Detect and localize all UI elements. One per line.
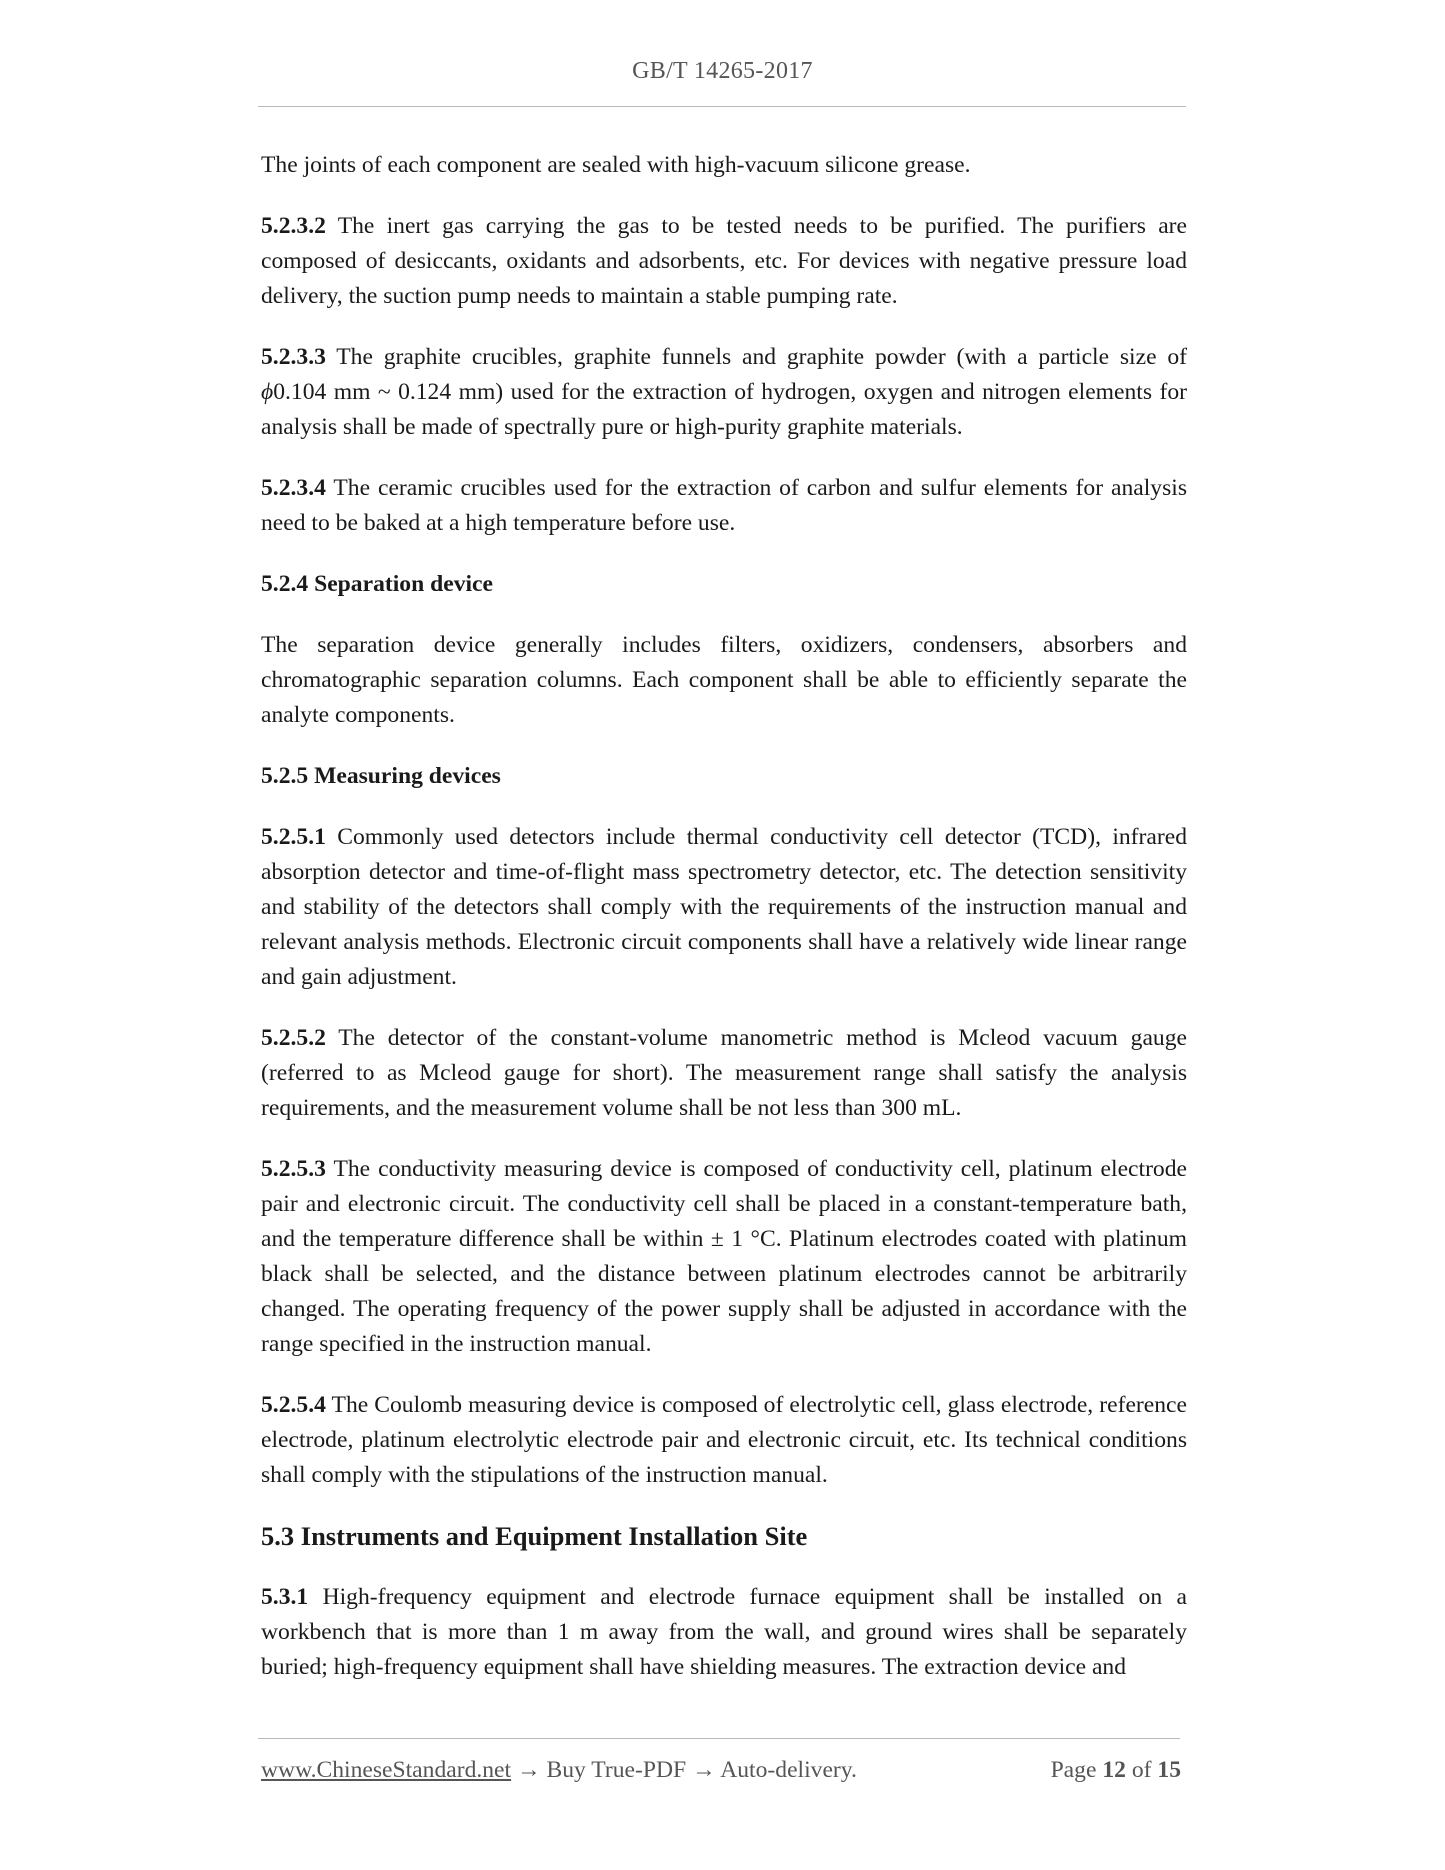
clause-number: 5.2.5.2	[261, 1025, 326, 1051]
page-header	[0, 58, 1445, 85]
document-code: GB/T 14265-2017	[632, 58, 813, 84]
heading-5-2-4: 5.2.4 Separation device	[261, 571, 493, 597]
website-link[interactable]: www.ChineseStandard.net	[261, 1757, 512, 1783]
clause-5-3-1	[261, 1580, 1187, 1685]
footer-tagline: → Buy True-PDF → Auto-delivery.	[511, 1757, 857, 1783]
page-total: 15	[1157, 1757, 1181, 1783]
clause-number: 5.3.1	[261, 1584, 309, 1610]
paragraph-text: The separation device generally includes filters, oxidizers, condensers, absorbers and chromatographic separation columns. Each component shall be able to efficiently separate the analyte components.	[261, 632, 1187, 728]
clause-5-2-3-2	[261, 209, 1187, 314]
heading-5-2-5: 5.2.5 Measuring devices	[261, 763, 501, 789]
page-number: 12	[1102, 1757, 1126, 1783]
heading-5-3: 5.3 Instruments and Equipment Installation Site	[261, 1521, 808, 1551]
clause-text: The ceramic crucibles used for the extraction of carbon and sulfur elements for analysis need to be baked at a high temperature before use.	[261, 475, 1187, 536]
footer-divider	[258, 1738, 1180, 1739]
clause-number: 5.2.5.3	[261, 1156, 326, 1182]
footer-left	[261, 1755, 857, 1785]
clause-text: High-frequency equipment and electrode furnace equipment shall be installed on a workbench that is more than 1 m away from the wall, and ground wires shall be separately buried; high-frequency equipment shall have shielding measures. The extraction device and	[261, 1584, 1187, 1680]
clause-text: Commonly used detectors include thermal conductivity cell detector (TCD), infrared absorption detector and time-of-flight mass spectrometry detector, etc. The detection sensitivity and stability of the detectors shall comply with the requirements of the instruction manual and relevant analysis methods. Electronic circuit components shall have a relatively wide linear range and gain adjustment.	[261, 824, 1187, 990]
intro-paragraph	[261, 148, 1187, 183]
clause-text: The conductivity measuring device is composed of conductivity cell, platinum electrode pair and electronic circuit. The conductivity cell shall be placed in a constant-temperature bath, and the temperature difference shall be within ± 1 °C. Platinum electrodes coated with platinum black shall be selected, and the distance between platinum electrodes cannot be arbitrarily changed. The operating frequency of the power supply shall be adjusted in accordance with the range specified in the instruction manual.	[261, 1156, 1187, 1357]
phi-symbol: ϕ	[261, 379, 274, 405]
header-divider	[258, 106, 1186, 107]
clause-5-2-5-2	[261, 1021, 1187, 1126]
clause-number: 5.2.3.4	[261, 475, 326, 501]
clause-5-2-5-1	[261, 820, 1187, 995]
clause-text: The graphite crucibles, graphite funnels and graphite powder (with a particle size of	[325, 344, 1187, 370]
page-body	[261, 148, 1187, 1711]
clause-5-2-3-3	[261, 340, 1187, 445]
clause-number: 5.2.5.4	[261, 1392, 326, 1418]
page-word: Page	[1050, 1757, 1097, 1783]
clause-text-cont: 0.104 mm ~ 0.124 mm) used for the extraction of hydrogen, oxygen and nitrogen elements for analysis shall be made of spectrally pure or high-purity graphite materials.	[261, 379, 1187, 440]
clause-text: The Coulomb measuring device is composed of electrolytic cell, glass electrode, reference electrode, platinum electrolytic electrode pair and electronic circuit, etc. Its technical conditions shall comply with the stipulations of the instruction manual.	[261, 1392, 1187, 1488]
clause-number: 5.2.5.1	[261, 824, 326, 850]
clause-text: The detector of the constant-volume manometric method is Mcleod vacuum gauge (referred to as Mcleod gauge for short). The measurement range shall satisfy the analysis requirements, and the measurement volume shall be not less than 300 mL.	[261, 1025, 1187, 1121]
clause-number: 5.2.3.3	[261, 344, 326, 370]
clause-number: 5.2.3.2	[261, 213, 326, 239]
of-word: of	[1131, 1757, 1152, 1783]
page-indicator	[1051, 1755, 1181, 1785]
clause-5-2-5-3	[261, 1152, 1187, 1362]
clause-text: The inert gas carrying the gas to be tested needs to be purified. The purifiers are composed of desiccants, oxidants and adsorbents, etc. For devices with negative pressure load delivery, the suction pump needs to maintain a stable pumping rate.	[261, 213, 1187, 309]
intro-text: The joints of each component are sealed with high-vacuum silicone grease.	[261, 152, 971, 178]
paragraph-5-2-4	[261, 628, 1187, 733]
clause-5-2-5-4	[261, 1388, 1187, 1493]
clause-5-2-3-4	[261, 471, 1187, 541]
